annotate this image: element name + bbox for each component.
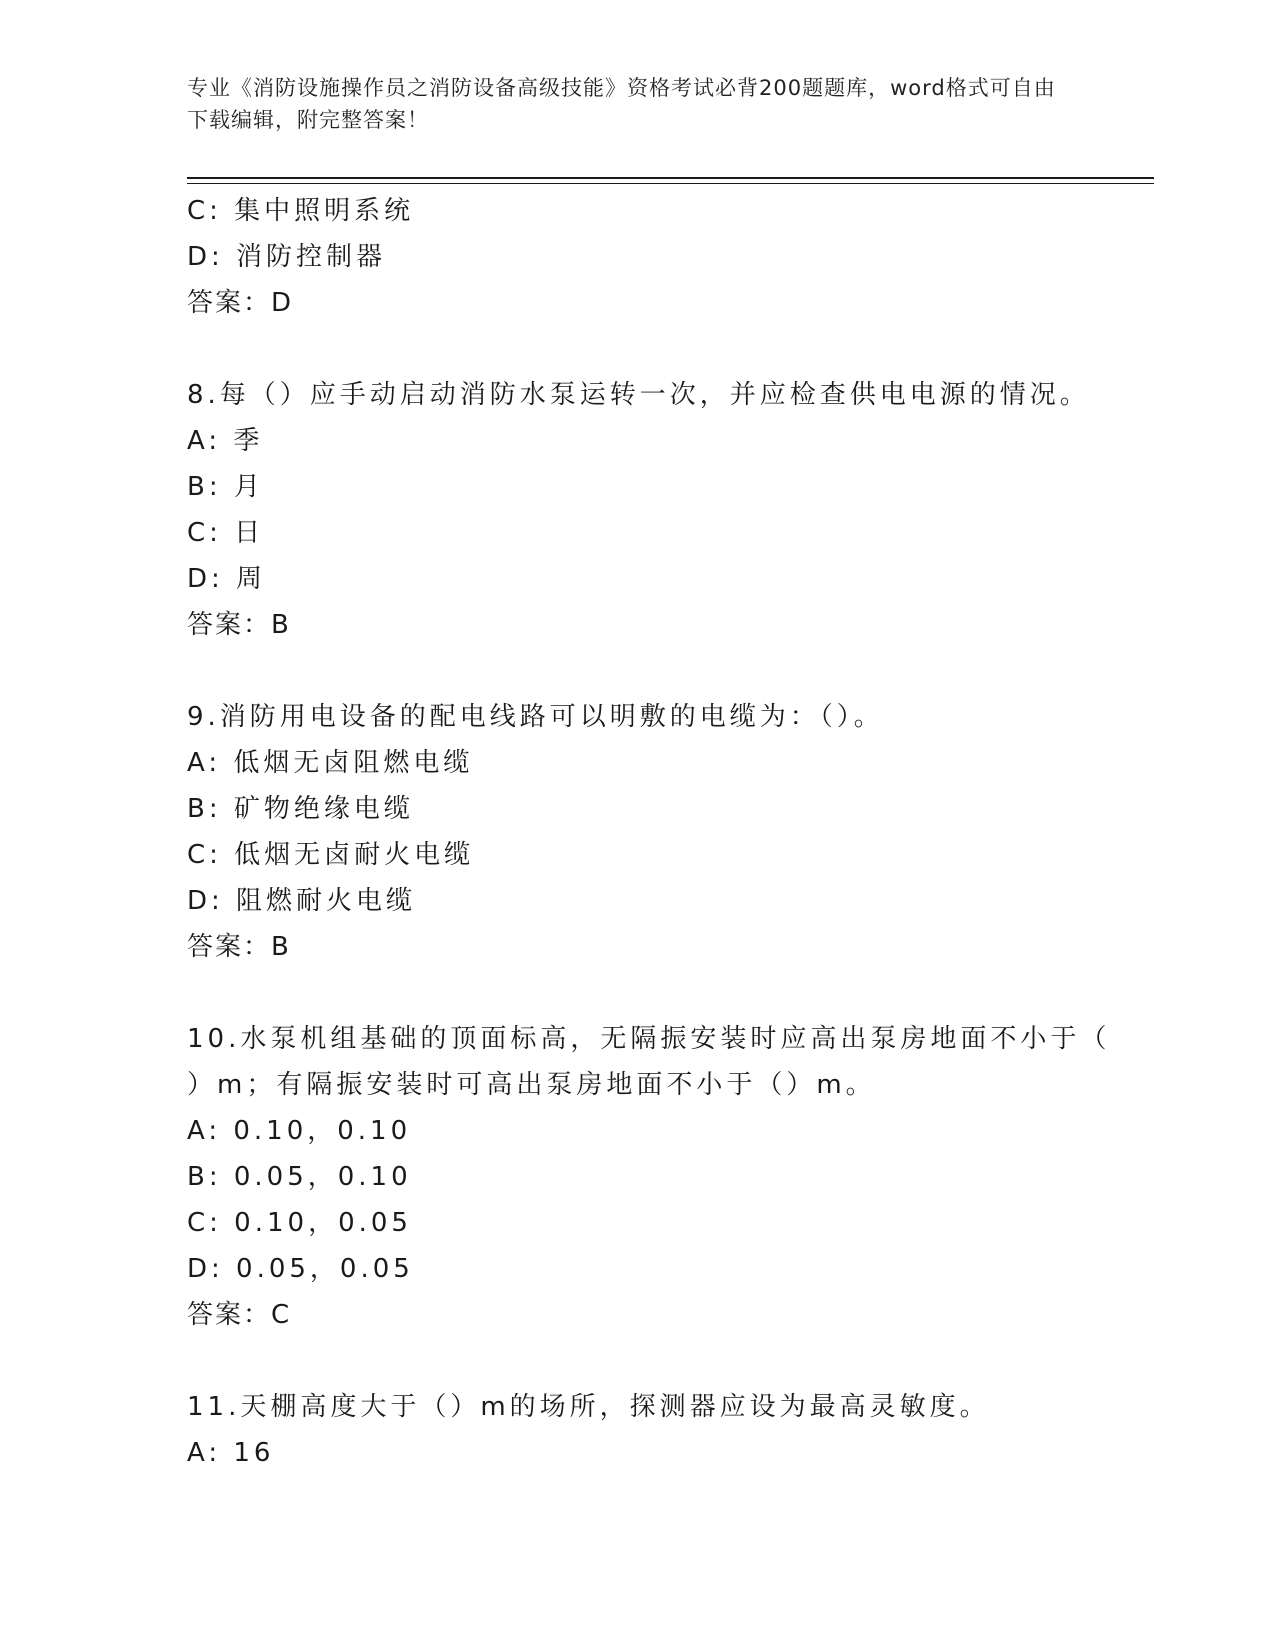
option: D: 消防控制器	[187, 242, 387, 272]
prev-question	[187, 188, 1087, 326]
question-11	[187, 1384, 1087, 1476]
option: A: 季	[187, 426, 264, 456]
answer: 答案：C	[187, 1300, 292, 1330]
spacer	[187, 648, 1087, 694]
question-stem: 9.消防用电设备的配电线路可以明敷的电缆为：（）。	[187, 702, 884, 732]
spacer	[187, 970, 1087, 1016]
question-content	[187, 188, 1111, 1476]
answer: 答案：D	[187, 288, 294, 318]
spacer	[187, 326, 1087, 372]
option: D: 周	[187, 564, 267, 594]
question-stem: 10.水泵机组基础的顶面标高，无隔振安装时应高出泵房地面不小于（	[187, 1024, 1111, 1054]
option: C: 低烟无卤耐火电缆	[187, 840, 475, 870]
answer: 答案：B	[187, 610, 291, 640]
option: D: 0.05，0.05	[187, 1254, 414, 1284]
question-9	[187, 694, 1087, 970]
question-10	[187, 1016, 1111, 1338]
page-header: 专业《消防设施操作员之消防设备高级技能》资格考试必背200题题库，word格式可自由下载编辑，附完整答案！	[187, 76, 1056, 132]
option: A: 16	[187, 1438, 275, 1468]
option: C: 0.10，0.05	[187, 1208, 412, 1238]
option: A: 低烟无卤阻燃电缆	[187, 748, 474, 778]
answer: 答案：B	[187, 932, 291, 962]
option: D: 阻燃耐火电缆	[187, 886, 417, 916]
header-rule-thin	[187, 183, 1154, 184]
header-rule-thick	[187, 177, 1154, 179]
option: B: 0.05，0.10	[187, 1162, 412, 1192]
question-stem-continued: ）m；有隔振安装时可高出泵房地面不小于（）m。	[187, 1070, 876, 1100]
question-stem: 8.每（）应手动启动消防水泵运转一次，并应检查供电电源的情况。	[187, 380, 1090, 410]
question-8	[187, 372, 1090, 648]
spacer	[187, 1338, 1087, 1384]
option: C: 集中照明系统	[187, 196, 415, 226]
option: B: 月	[187, 472, 264, 502]
option: C: 日	[187, 518, 265, 548]
option: B: 矿物绝缘电缆	[187, 794, 414, 824]
option: A: 0.10，0.10	[187, 1116, 412, 1146]
question-stem: 11.天棚高度大于（）m的场所，探测器应设为最高灵敏度。	[187, 1392, 990, 1422]
